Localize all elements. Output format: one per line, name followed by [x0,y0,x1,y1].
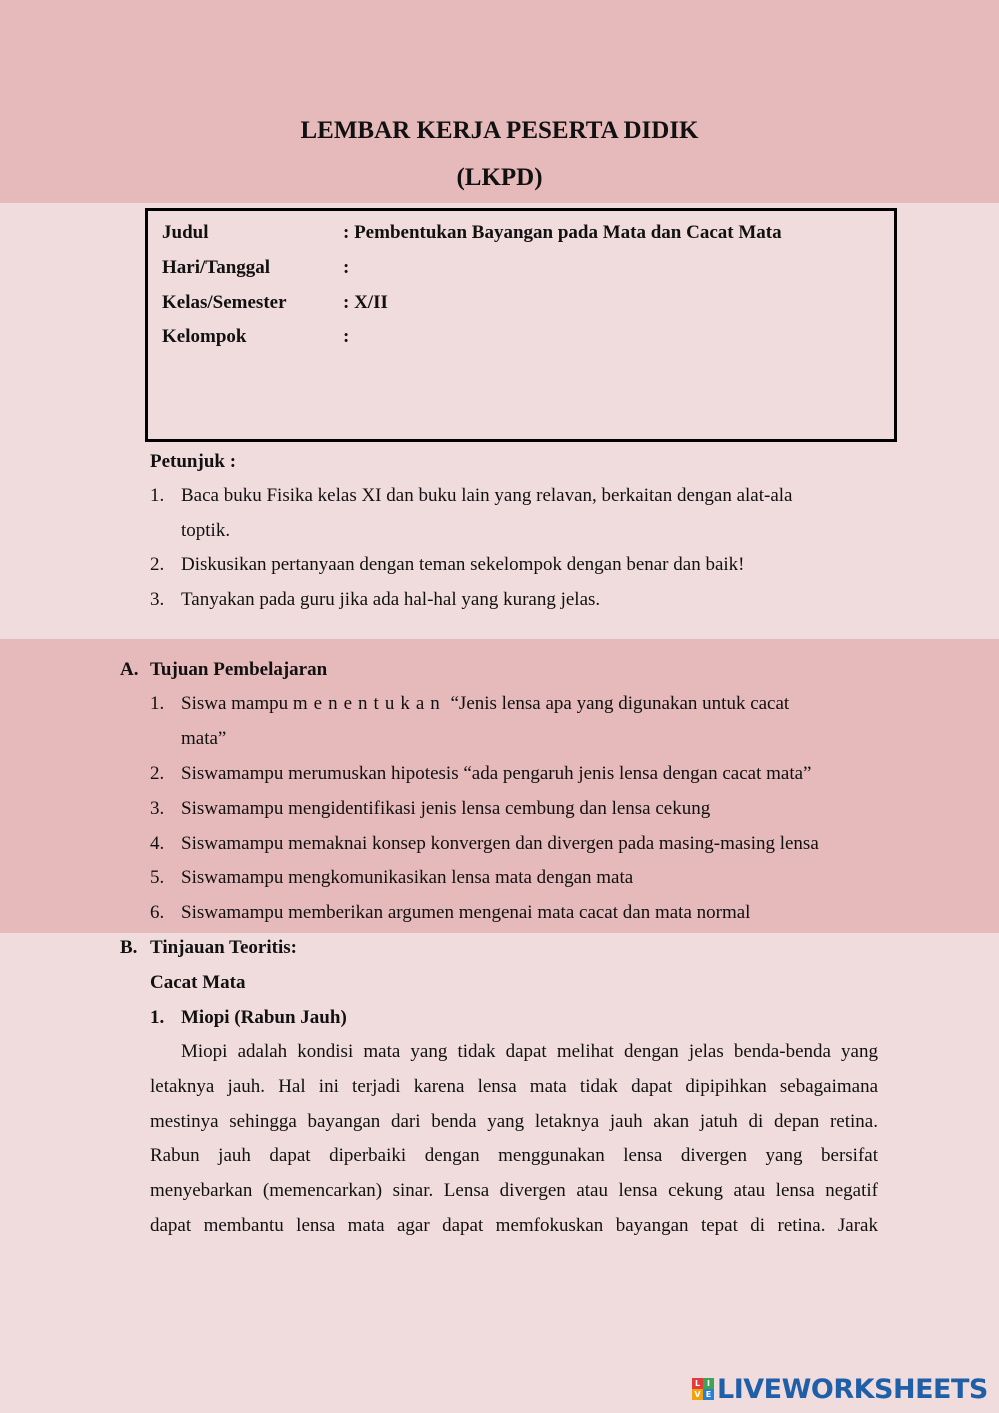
section-a-heading: Tujuan Pembelajaran [150,659,328,680]
miopi-title: Miopi (Rabun Jauh) [181,1007,347,1028]
info-label: Kelompok [162,326,247,347]
list-number: 5. [150,867,165,888]
list-item: Siswamampu merumuskan hipotesis “ada pengaruh jenis lensa dengan cacat mata” [181,763,812,784]
list-item: Siswamampu mengkomunikasikan lensa mata dengan mata [181,867,634,888]
info-label: Judul [162,222,209,243]
list-number: 3. [150,798,165,819]
identity-box [145,208,897,442]
text-segment: Siswa mampu [181,693,293,714]
list-item: Diskusikan pertanyaan dengan teman sekelompok dengan benar dan baik! [181,554,745,575]
list-item: Siswamampu mengidentifikasi jenis lensa cembung dan lensa cekung [181,798,711,819]
list-number: 1. [150,485,165,506]
page-title: LEMBAR KERJA PESERTA DIDIK [300,117,699,144]
logo-letter: L [692,1378,703,1389]
liveworksheets-logo [692,1374,988,1404]
spaced-word: menentukan [292,693,446,714]
section-b-letter: B. [120,937,138,958]
list-number: 2. [150,763,165,784]
logo-text: LIVEWORKSHEETS [717,1373,988,1405]
info-label: Hari/Tanggal [162,257,271,278]
list-number: 4. [150,833,165,854]
section-b-heading: Tinjauan Teoritis: [150,937,297,958]
list-item: Siswamampu memaknai konsep konvergen dan divergen pada masing-masing lensa [181,833,819,854]
logo-letter: V [692,1389,703,1400]
section-b-subheading: Cacat Mata [150,972,246,993]
info-value: : X/II [343,292,388,313]
info-value: : Pembentukan Bayangan pada Mata dan Cacat Mata [343,222,782,243]
paragraph-line: letaknya jauh. Hal ini terjadi karena lensa mata tidak dapat dipipihkan sebagaimana [150,1076,878,1097]
info-value: : [343,257,350,278]
list-number: 3. [150,589,165,610]
list-item-continuation: toptik. [181,520,231,541]
paragraph-line: mestinya sehingga bayangan dari benda yang letaknya jauh akan jatuh di depan retina. [150,1111,878,1132]
page-subtitle: (LKPD) [456,164,543,191]
logo-letter: I [703,1378,714,1389]
list-number: 6. [150,902,165,923]
list-number: 1. [150,693,165,714]
paragraph-line: dapat membantu lensa mata agar dapat memfokuskan bayangan tepat di retina. Jarak [150,1215,878,1236]
list-number: 2. [150,554,165,575]
paragraph-line: menyebarkan (memencarkan) sinar. Lensa divergen atau lensa cekung atau lensa negatif [150,1180,878,1201]
logo-letter: E [703,1389,714,1400]
petunjuk-heading: Petunjuk : [150,451,237,472]
info-label: Kelas/Semester [162,292,287,313]
text-segment: “Jenis lensa apa yang digunakan untuk cacat [445,693,790,714]
section-a-letter: A. [120,659,139,680]
list-number: 1. [150,1007,165,1028]
info-value: : [343,326,350,347]
list-item-continuation: mata” [181,728,227,749]
paragraph-line: Miopi adalah kondisi mata yang tidak dapat melihat dengan jelas benda-benda yang [181,1041,878,1062]
paragraph-line: Rabun jauh dapat diperbaiki dengan menggunakan lensa divergen yang bersifat [150,1145,878,1166]
list-item: Siswamampu memberikan argumen mengenai mata cacat dan mata normal [181,902,751,923]
list-item: Baca buku Fisika kelas XI dan buku lain yang relavan, berkaitan dengan alat-ala [181,485,793,506]
list-item: Tanyakan pada guru jika ada hal-hal yang kurang jelas. [181,589,601,610]
liveworksheets-logo-icon [692,1378,714,1400]
list-item [181,692,789,716]
